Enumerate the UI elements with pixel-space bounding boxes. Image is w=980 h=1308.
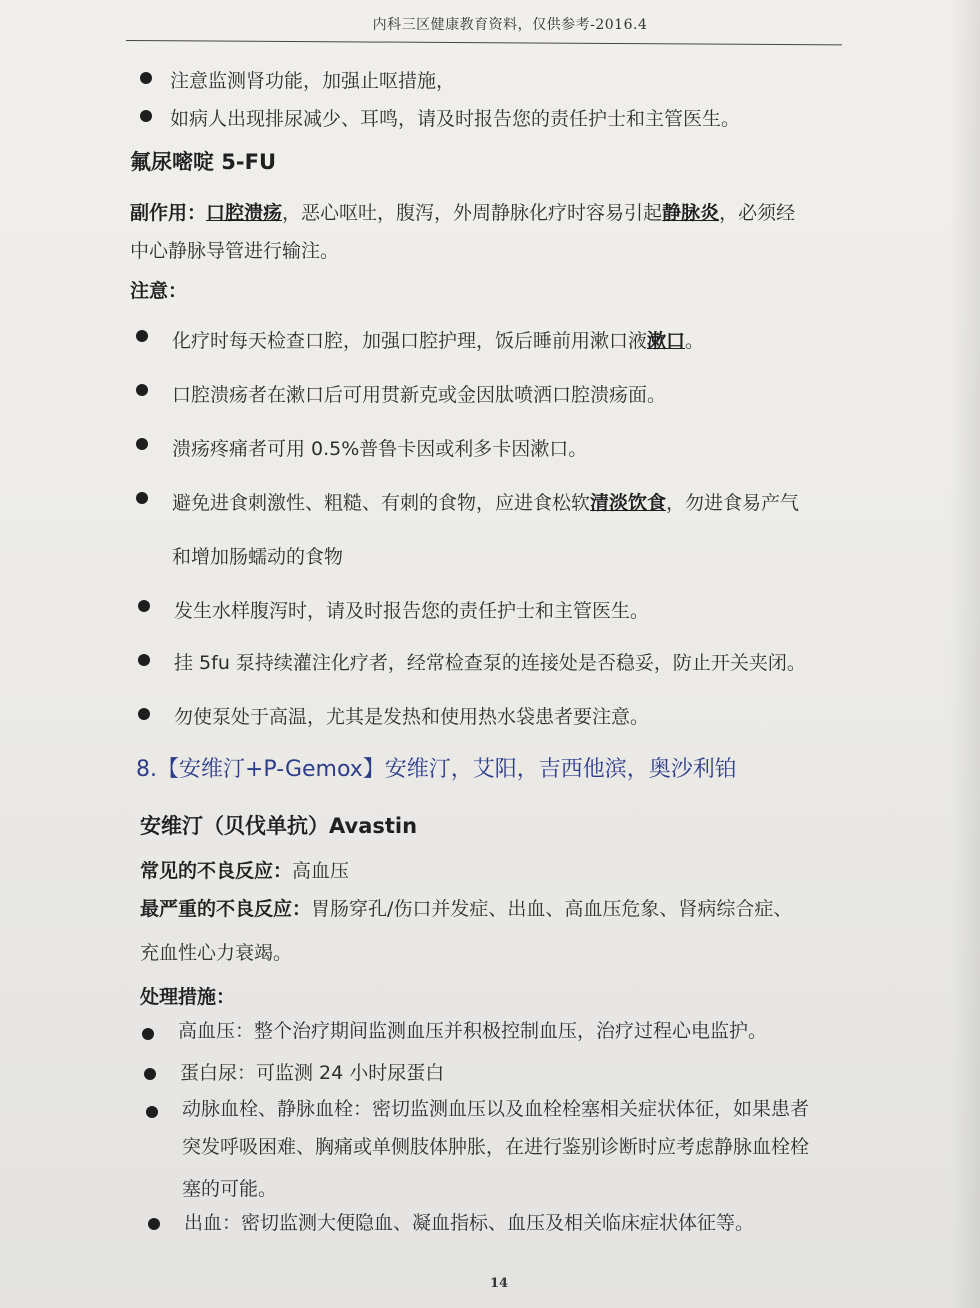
fu-note-4-text: 避免进食刺激性、粗糙、有刺的食物，应进食松软 bbox=[172, 492, 591, 514]
fu-note-6: 挂 5fu 泵持续灌注化疗者，经常检查泵的连接处是否稳妥，防止开关夹闭。 bbox=[174, 652, 806, 674]
page-header: 内科三区健康教育资料，仅供参考-2016.4 bbox=[372, 17, 648, 33]
bullet-icon bbox=[142, 1028, 154, 1040]
fu-note-2: 口腔溃疡者在漱口后可用贯新克或金因肽喷洒口腔溃疡面。 bbox=[172, 384, 667, 406]
avastin-severe-line bbox=[140, 894, 792, 921]
fu-note-4-line2: 和增加肠蠕动的食物 bbox=[172, 546, 344, 568]
fu-side-effect-end: ，必须经 bbox=[719, 202, 796, 224]
bullet-icon bbox=[140, 110, 152, 122]
avastin-measure-1: 高血压：整个治疗期间监测血压并积极控制血压，治疗过程心电监护。 bbox=[178, 1020, 768, 1042]
avastin-measure-2: 蛋白尿：可监测 24 小时尿蛋白 bbox=[180, 1062, 445, 1084]
header-divider bbox=[126, 40, 842, 45]
bullet-icon bbox=[138, 600, 150, 612]
bullet-icon bbox=[148, 1218, 160, 1230]
bullet-icon bbox=[136, 384, 148, 396]
fu-note-3: 溃疡疼痛者可用 0.5%普鲁卡因或利多卡因漱口。 bbox=[172, 438, 588, 460]
fu-side-effect-u1: 口腔溃疡 bbox=[206, 202, 283, 224]
bullet-icon bbox=[140, 72, 152, 84]
fu-note-1 bbox=[172, 326, 704, 353]
page-shadow bbox=[950, 0, 980, 1308]
avastin-severe-line2: 充血性心力衰竭。 bbox=[140, 942, 293, 964]
avastin-severe-value: 胃肠穿孔/伤口并发症、出血、高血压危象、肾病综合症、 bbox=[311, 898, 793, 920]
bullet-icon bbox=[146, 1106, 158, 1118]
fu-note-5: 发生水样腹泻时，请及时报告您的责任护士和主管医生。 bbox=[174, 600, 650, 622]
fu-side-effect-mid: ，恶心呕吐，腹泻，外周静脉化疗时容易引起 bbox=[282, 202, 663, 224]
avastin-measure-3-line3: 塞的可能。 bbox=[182, 1178, 278, 1200]
avastin-title: 安维汀（贝伐单抗）Avastin bbox=[140, 814, 418, 838]
fu-side-effect-label: 副作用： bbox=[130, 202, 207, 224]
fu-side-effect-line2: 中心静脉导管进行输注。 bbox=[130, 240, 340, 262]
intro-bullet-2: 如病人出现排尿减少、耳鸣，请及时报告您的责任护士和主管医生。 bbox=[170, 108, 741, 130]
avastin-measures-label: 处理措施： bbox=[140, 986, 236, 1008]
bullet-icon bbox=[136, 438, 148, 450]
fu-note-4-u: 清淡饮食 bbox=[590, 492, 667, 514]
fu-note-1-end: 。 bbox=[685, 330, 705, 352]
intro-bullet-1: 注意监测肾功能，加强止呕措施， bbox=[170, 70, 456, 92]
bullet-icon bbox=[138, 654, 150, 666]
fu-note-label: 注意： bbox=[130, 280, 188, 302]
bullet-icon bbox=[138, 708, 150, 720]
bullet-icon bbox=[144, 1068, 156, 1080]
avastin-common-value: 高血压 bbox=[292, 860, 350, 882]
fu-title: 氟尿嘧啶 5-FU bbox=[130, 150, 277, 174]
fu-note-7: 勿使泵处于高温，尤其是发热和使用热水袋患者要注意。 bbox=[174, 706, 650, 728]
fu-note-1-text: 化疗时每天检查口腔，加强口腔护理，饭后睡前用漱口液 bbox=[172, 330, 648, 352]
avastin-severe-label: 最严重的不良反应： bbox=[140, 898, 312, 920]
bullet-icon bbox=[136, 330, 148, 342]
avastin-measure-4: 出血：密切监测大便隐血、凝血指标、血压及相关临床症状体征等。 bbox=[184, 1212, 755, 1234]
avastin-measure-3-line2: 突发呼吸困难、胸痛或单侧肢体肿胀，在进行鉴别诊断时应考虑静脉血栓栓 bbox=[182, 1136, 810, 1158]
avastin-common-line bbox=[140, 856, 349, 883]
fu-note-1-u: 漱口 bbox=[647, 330, 686, 352]
section-8-heading: 8.【安维汀+P-Gemox】安维汀，艾阳，吉西他滨，奥沙利铂 bbox=[136, 757, 737, 782]
fu-note-4-end: ，勿进食易产气 bbox=[666, 492, 800, 514]
bullet-icon bbox=[136, 492, 148, 504]
fu-side-effect-line bbox=[130, 198, 795, 225]
avastin-common-label: 常见的不良反应： bbox=[140, 860, 293, 882]
fu-side-effect-u2: 静脉炎 bbox=[662, 202, 720, 224]
avastin-measure-3-line1: 动脉血栓、静脉血栓：密切监测血压以及血栓栓塞相关症状体征，如果患者 bbox=[182, 1098, 810, 1120]
fu-note-4 bbox=[172, 488, 799, 515]
page-number: 14 bbox=[490, 1276, 509, 1291]
